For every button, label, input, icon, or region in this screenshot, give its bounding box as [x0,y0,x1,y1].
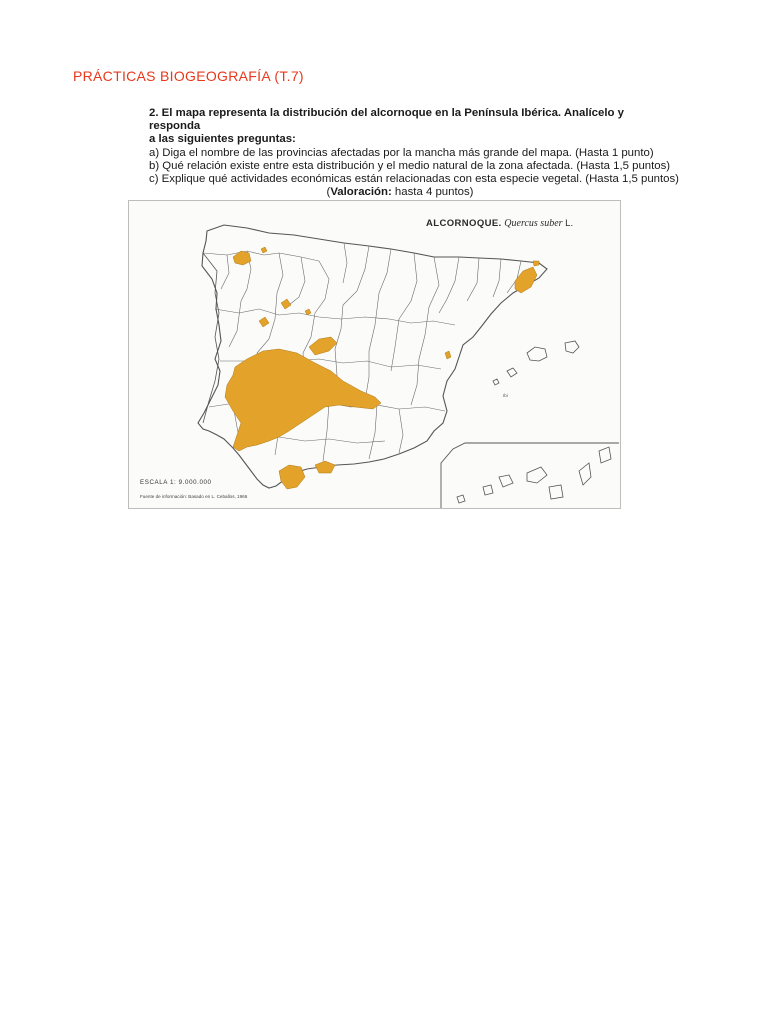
map-title-author: L. [565,218,574,229]
patch-catalonia-small [533,261,539,266]
valoracion-close-paren: ) [469,186,474,199]
distribution-map [128,200,621,509]
question-block [149,107,679,199]
page-heading: PRÁCTICAS BIOGEOGRAFÍA (T.7) [73,68,304,84]
map-title-bold: ALCORNOQUE. [426,218,502,229]
question-title-line1: 2. El mapa representa la distribución del alcornoque en la Península Ibérica. Analícelo y responda [149,107,624,133]
valoracion-label: Valoración: [330,186,392,199]
question-item-c: c) Explique qué actividades económicas están relacionadas con esta especie vegetal. (Hasta 1,5 puntos) [149,173,679,186]
balearic-islands [493,341,579,385]
valoracion-text: hasta 4 puntos [394,186,470,199]
canary-islands [457,447,611,503]
tiny-island-label: Ibi [503,393,508,398]
patch-south-1 [279,465,305,489]
question-item-b: b) Qué relación existe entre esta distribución y el medio natural de la zona afectada. (Hasta 1,5 puntos) [149,159,671,172]
valoracion-open-paren: ( [326,186,331,199]
question-title-line2: a las siguientes preguntas: [149,133,296,146]
map-title [426,218,573,229]
peninsula-outline [198,225,547,488]
map-scale: ESCALA 1: 9.000.000 [140,479,212,486]
valoracion-line [149,186,629,199]
question-item-a: a) Diga el nombre de las provincias afectadas por la mancha más grande del mapa. (Hasta 1 punto) [149,146,654,159]
map-title-species: Quercus suber [504,218,563,229]
map-source: Fuente de información: Basado en L. Ceballos, 1966 [140,494,248,499]
map-svg [129,201,621,509]
